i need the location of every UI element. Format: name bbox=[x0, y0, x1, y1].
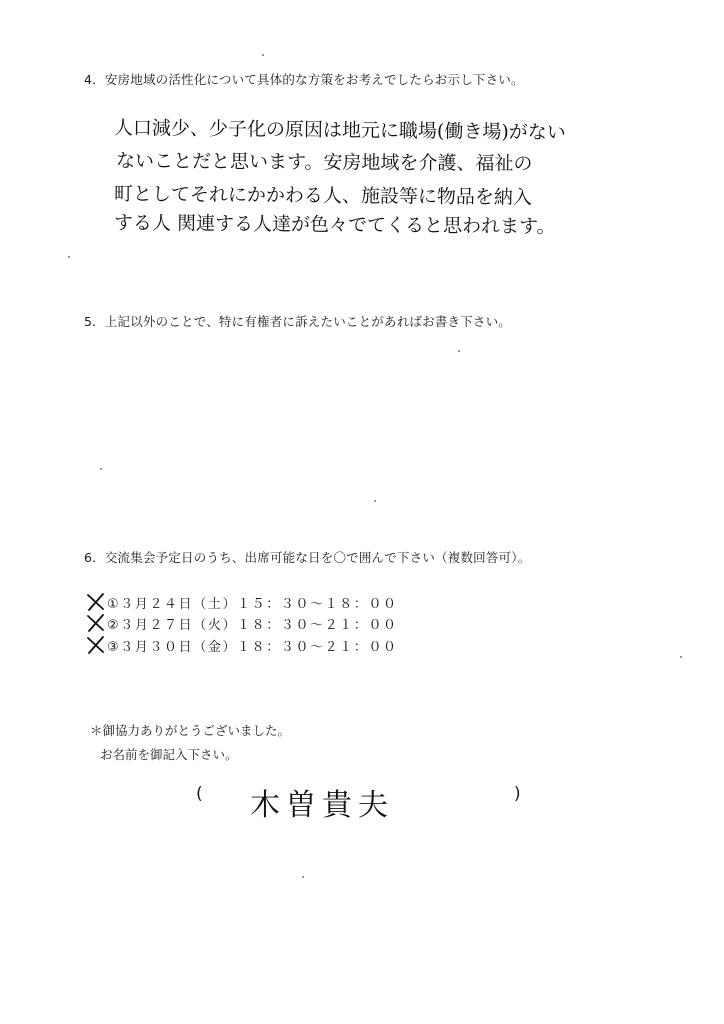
answer-4-line: 町としてそれにかかわる人、施設等に物品を納入 bbox=[113, 183, 533, 209]
answer-4-line: 人口減少、少子化の原因は地元に職場(働き場)がない bbox=[113, 117, 566, 144]
scan-speck bbox=[68, 256, 70, 258]
question-4: 4．安房地域の活性化について具体的な方策をお考えでしたらお示し下さい。 bbox=[84, 72, 524, 87]
date-option-label: ①３月２４日（土）１５：３０～１８：００ bbox=[107, 596, 398, 612]
question-6: 6．交流集会予定日のうち、出席可能な日を〇で囲んで下さい（複数回答可）。 bbox=[84, 550, 531, 565]
name-open-paren: ( bbox=[196, 784, 203, 804]
date-option-3[interactable] bbox=[86, 635, 398, 655]
date-option-2[interactable] bbox=[86, 613, 398, 633]
scan-speck bbox=[100, 468, 102, 470]
cross-mark-icon bbox=[86, 614, 106, 632]
scan-speck bbox=[458, 350, 460, 352]
date-option-label: ③３月３０日（金）１８：３０～２１：００ bbox=[107, 639, 398, 655]
answer-4-line: する人 関連する人達が色々でてくると思われます。 bbox=[113, 212, 556, 238]
date-option-1[interactable] bbox=[86, 592, 398, 612]
question-5: 5．上記以外のことで、特に有権者に訴えたいことがあればお書き下さい。 bbox=[84, 314, 512, 329]
scan-speck bbox=[374, 500, 376, 502]
answer-4-line: ないことだと思います。安房地域を介護、福祉の bbox=[115, 150, 533, 175]
name-prompt: お名前を御記入下さい。 bbox=[100, 747, 238, 762]
scan-speck bbox=[680, 656, 682, 658]
cross-mark-icon bbox=[86, 593, 106, 611]
date-option-label: ②３月２７日（火）１８：３０～２１：００ bbox=[107, 617, 398, 633]
thanks-note: ＊御協力ありがとうございました。 bbox=[90, 723, 291, 738]
handwritten-name: 木曽貴夫 bbox=[250, 788, 394, 823]
scan-speck bbox=[302, 876, 304, 878]
scan-speck bbox=[262, 54, 264, 56]
name-close-paren: ) bbox=[514, 784, 521, 804]
cross-mark-icon bbox=[86, 636, 106, 654]
